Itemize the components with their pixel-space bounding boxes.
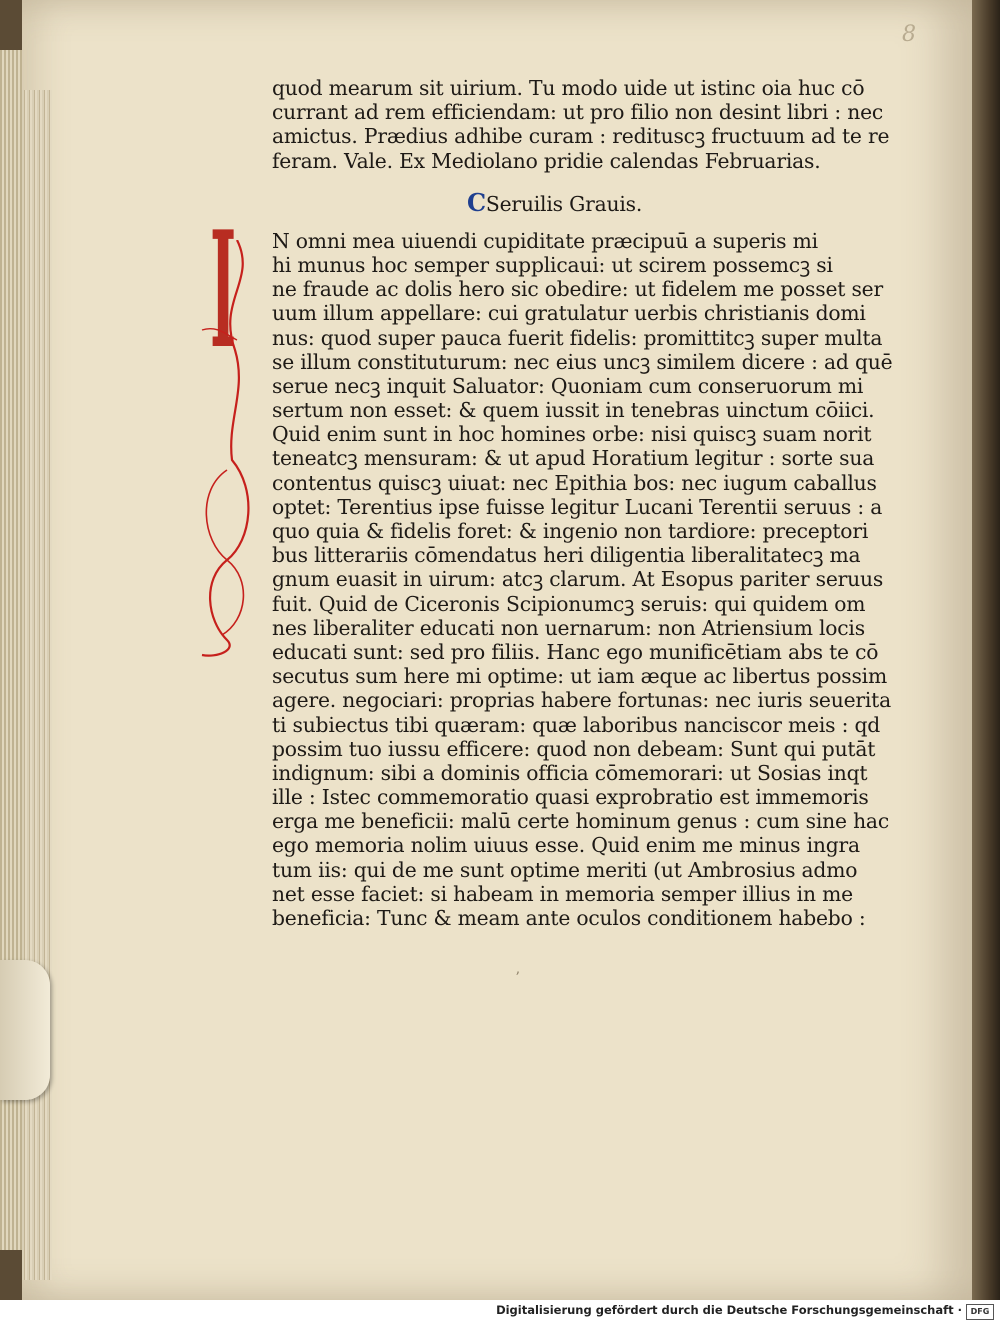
body-line: possim tuo iussu efficere: quod non debeam: Sunt qui putāt <box>272 736 876 761</box>
body-line: ti subiectus tibi quæram: quæ laboribus nanciscor meis : qd <box>272 712 881 737</box>
top-paragraph <box>272 76 902 173</box>
heading-text: Seruilis Grauis. <box>485 191 643 216</box>
body-line: N omni mea uiuendi cupiditate præcipuū a superis mi <box>272 228 818 253</box>
body-line: nes liberaliter educati non uernarum: non Atriensium locis <box>272 615 865 640</box>
top-line: quod mearum sit uirium. Tu modo uide ut istinc oia huc cō <box>272 76 865 100</box>
top-line: amictus. Prædius adhibe curam : redituscꝫ fructuum ad te re <box>272 124 890 149</box>
red-initial-letter: I <box>210 195 237 384</box>
book-right-edge <box>972 0 1000 1300</box>
body-line: serue necꝫ inquit Saluator: Quoniam cum conseruorum mi <box>272 373 864 398</box>
body-line: secutus sum here mi optime: ut iam æque ac libertus possim <box>272 664 887 689</box>
body-line: sertum non esset: & quem iussit in tenebras uinctum cōiici. <box>272 398 875 423</box>
body-line: net esse faciet: si habeam in memoria semper illius in me <box>272 881 853 906</box>
footer-credit: Digitalisierung gefördert durch die Deutsche Forschungsgemeinschaft · <box>496 1303 962 1317</box>
top-line: currant ad rem efficiendam: ut pro filio non desint libri : nec <box>272 100 884 125</box>
body-line: ille : Istec commemoratio quasi exprobratio est immemoris <box>272 785 869 810</box>
body-line: indignum: sibi a dominis officia cōmemorari: ut Sosias inqt <box>272 760 868 785</box>
section-heading <box>272 187 902 217</box>
body-line: agere. negociari: proprias habere fortunas: nec iuris seuerita <box>272 688 892 713</box>
body-line: fuit. Quid de Ciceronis Scipionumcꝫ seruis: qui quidem om <box>272 591 866 616</box>
dfg-logo: DFG <box>966 1304 994 1320</box>
body-line: bus litterariis cōmendatus heri diligentia liberalitatecꝫ ma <box>272 543 861 568</box>
body-line: ego memoria nolim uiuus esse. Quid enim me minus ingra <box>272 833 860 858</box>
body-line: optet: Terentius ipse fuisse legitur Lucani Terentii seruus : a <box>272 494 883 519</box>
body-line: gnum euasit in uirum: atcꝫ clarum. At Esopus pariter seruus <box>272 567 884 592</box>
margin-mark: ʼ <box>515 970 520 986</box>
body-line: erga me beneficii: malū certe hominum genus : cum sine hac <box>272 809 889 834</box>
heading-capital: C <box>467 187 486 217</box>
body-line: contentus quiscꝫ uiuat: nec Epithia bos: nec iugum caballus <box>272 470 877 495</box>
book-page <box>22 0 972 1300</box>
body-line: hi munus hoc semper supplicaui: ut scirem possemcꝫ si <box>272 252 833 277</box>
text-block <box>210 76 902 930</box>
footer-bar <box>0 1300 1000 1323</box>
page-stack-edge <box>22 90 52 1280</box>
body-line: educati sunt: sed pro filiis. Hanc ego munificētiam abs te cō <box>272 639 879 664</box>
body-line: tum iis: qui de me sunt optime meriti (ut Ambrosius admo <box>272 857 858 882</box>
body-line: quo quia & fidelis foret: & ingenio non tardiore: preceptori <box>272 519 869 543</box>
body-line: ne fraude ac dolis hero sic obedire: ut fidelem me posset ser <box>272 277 883 302</box>
body-line: teneatcꝫ mensuram: & ut apud Horatium legitur : sorte sua <box>272 446 875 471</box>
body-line: beneficia: Tunc & meam ante oculos conditionem habebo : <box>272 906 866 930</box>
page-number: 8 <box>902 22 916 47</box>
page-clip <box>0 960 50 1100</box>
body-line: Quid enim sunt in hoc homines orbe: nisi quiscꝫ suam norit <box>272 422 872 447</box>
top-line: feram. Vale. Ex Mediolano pridie calendas Februarias. <box>272 148 821 173</box>
red-flourish-ornament <box>197 240 257 660</box>
body-line: nus: quod super pauca fuerit fidelis: promittitcꝫ super multa <box>272 325 883 350</box>
body-line: uum illum appellare: cui gratulatur uerbis christianis domi <box>272 301 866 326</box>
body-line: se illum constituturum: nec eius uncꝫ similem dicere : ad quē <box>272 349 893 374</box>
